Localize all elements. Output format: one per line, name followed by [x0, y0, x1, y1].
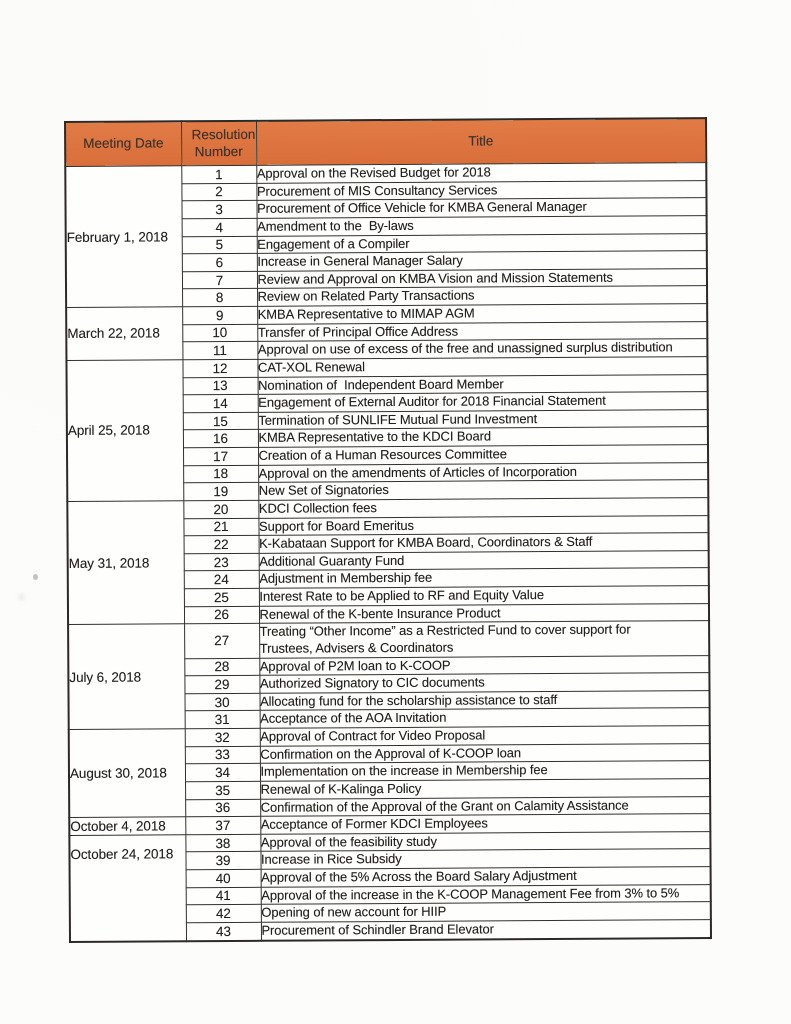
- resolution-number-cell: 29: [184, 675, 259, 693]
- resolutions-table: [64, 117, 712, 942]
- resolution-title-cell: Engagement of a Compiler: [257, 233, 707, 253]
- resolution-number-cell: 33: [185, 746, 260, 764]
- resolution-number-cell: 3: [181, 201, 256, 219]
- resolution-title-cell: Acceptance of the AOA Invitation: [260, 708, 710, 728]
- resolution-title-cell: Acceptance of Former KDCI Employees: [260, 814, 710, 834]
- resolution-title-cell: Implementation on the increase in Membership fee: [260, 761, 710, 781]
- resolution-number-cell: 24: [184, 571, 259, 589]
- table-header-row: [65, 118, 706, 166]
- resolution-title-cell: Procurement of MIS Consultancy Services: [256, 180, 706, 200]
- resolution-number-cell: 36: [185, 799, 260, 817]
- resolution-number-cell: 27: [184, 624, 259, 659]
- column-header-resolution-number: Resolution Number: [181, 121, 256, 166]
- resolution-title-cell: KDCI Collection fees: [258, 497, 708, 517]
- resolution-number-cell: 25: [184, 588, 259, 606]
- resolution-number-cell: 9: [182, 306, 257, 324]
- resolution-title-cell: K-Kabataan Support for KMBA Board, Coordinators & Staff: [259, 533, 709, 553]
- resolution-title-cell: Increase in General Manager Salary: [257, 251, 707, 271]
- resolution-title-cell: KMBA Representative to MIMAP AGM: [257, 304, 707, 324]
- resolution-number-cell: 32: [185, 728, 260, 746]
- resolution-number-cell: 10: [182, 324, 257, 342]
- resolution-title-cell: Allocating fund for the scholarship assistance to staff: [259, 690, 709, 710]
- resolution-title-cell: Nomination of Independent Board Member: [258, 374, 708, 394]
- resolution-title-cell: Review on Related Party Transactions: [257, 286, 707, 306]
- resolution-number-cell: 1: [181, 165, 256, 183]
- resolution-number-cell: 37: [185, 816, 260, 834]
- meeting-date-cell: July 6, 2018: [68, 624, 185, 729]
- scan-smudge-artifact: [33, 574, 38, 580]
- resolution-title-cell: Approval of P2M loan to K-COOP: [259, 655, 709, 675]
- resolution-number-cell: 17: [183, 447, 258, 465]
- resolution-title-cell: Increase in Rice Subsidy: [260, 849, 710, 869]
- resolution-title-cell: New Set of Signatories: [258, 480, 708, 500]
- resolution-number-cell: 34: [185, 764, 260, 782]
- resolution-number-cell: 20: [183, 500, 258, 518]
- resolution-title-cell: Opening of new account for HIIP: [261, 902, 711, 922]
- resolution-title-cell: Approval of the increase in the K-COOP Management Fee from 3% to 5%: [261, 884, 711, 904]
- resolution-number-cell: 21: [183, 518, 258, 536]
- resolution-title-cell: Review and Approval on KMBA Vision and Mission Statements: [257, 268, 707, 288]
- resolution-number-cell: 38: [185, 834, 260, 852]
- resolution-number-cell: 22: [184, 535, 259, 553]
- resolution-number-cell: 28: [184, 658, 259, 676]
- resolution-title-cell: Approval of the 5% Across the Board Salary Adjustment: [261, 867, 711, 887]
- resolution-number-cell: 8: [182, 289, 257, 307]
- resolution-title-cell: Additional Guaranty Fund: [259, 550, 709, 570]
- resolution-title-cell: Confirmation on the Approval of K-COOP loan: [260, 743, 710, 763]
- meeting-date-cell: October 24, 2018: [69, 835, 186, 942]
- resolution-title-cell: Procurement of Office Vehicle for KMBA General Manager: [256, 198, 706, 218]
- resolutions-table-container: [64, 117, 710, 942]
- resolution-title-cell: Creation of a Human Resources Committee: [258, 445, 708, 465]
- resolution-title-cell: KMBA Representative to the KDCI Board: [258, 427, 708, 447]
- resolution-number-cell: 16: [183, 430, 258, 448]
- resolution-number-cell: 6: [182, 253, 257, 271]
- resolution-number-cell: 40: [186, 869, 261, 887]
- resolution-title-cell: Confirmation of the Approval of the Grant on Calamity Assistance: [260, 796, 710, 816]
- resolution-title-cell: Support for Board Emeritus: [258, 515, 708, 535]
- resolution-number-cell: 5: [182, 236, 257, 254]
- resolution-title-cell: Approval on the amendments of Articles of Incorporation: [258, 462, 708, 482]
- resolution-number-cell: 12: [182, 359, 257, 377]
- resolution-title-cell: CAT-XOL Renewal: [257, 356, 707, 376]
- resolution-number-cell: 2: [181, 183, 256, 201]
- resolution-number-cell: 41: [186, 887, 261, 905]
- meeting-date-cell: April 25, 2018: [66, 360, 183, 502]
- resolution-title-cell: Treating “Other Income” as a Restricted Fund to cover support for Trustees, Advisers & Coordinators: [259, 621, 709, 658]
- resolution-title-cell: Termination of SUNLIFE Mutual Fund Investment: [258, 409, 708, 429]
- resolution-number-cell: 42: [186, 905, 261, 923]
- resolution-title-cell: Amendment to the By-laws: [257, 215, 707, 235]
- resolution-number-cell: 11: [182, 342, 257, 360]
- resolution-title-cell: Approval of Contract for Video Proposal: [260, 726, 710, 746]
- resolution-number-cell: 43: [186, 922, 261, 941]
- resolution-number-cell: 13: [183, 377, 258, 395]
- meeting-date-cell: March 22, 2018: [66, 307, 182, 361]
- resolution-title-cell: Authorized Signatory to CIC documents: [259, 673, 709, 693]
- resolution-title-cell: Renewal of K-Kalinga Policy: [260, 778, 710, 798]
- resolution-title-cell: Approval of the feasibility study: [260, 831, 710, 851]
- meeting-date-cell: May 31, 2018: [67, 501, 184, 625]
- resolution-title-cell: Engagement of External Auditor for 2018 Financial Statement: [258, 392, 708, 412]
- resolution-title-cell: Transfer of Principal Office Address: [257, 321, 707, 341]
- resolution-number-cell: 15: [183, 412, 258, 430]
- resolution-number-cell: 31: [185, 711, 260, 729]
- resolution-title-cell: Adjustment in Membership fee: [259, 568, 709, 588]
- resolution-number-cell: 35: [185, 781, 260, 799]
- column-header-meeting-date: Meeting Date: [65, 121, 181, 166]
- resolution-title-cell: Approval on use of excess of the free and unassigned surplus distribution: [257, 339, 707, 359]
- resolution-title-cell: Approval on the Revised Budget for 2018: [256, 163, 706, 183]
- resolution-number-cell: 7: [182, 271, 257, 289]
- resolution-number-cell: 30: [184, 693, 259, 711]
- resolution-title-cell: Interest Rate to be Applied to RF and Equity Value: [259, 586, 709, 606]
- resolution-number-cell: 4: [182, 218, 257, 236]
- resolution-number-cell: 26: [184, 606, 259, 624]
- resolution-number-cell: 19: [183, 483, 258, 501]
- meeting-date-cell: February 1, 2018: [65, 166, 182, 308]
- resolution-number-cell: 14: [183, 394, 258, 412]
- table-row: [68, 621, 709, 659]
- resolution-title-cell: Renewal of the K-bente Insurance Product: [259, 603, 709, 623]
- resolution-title-cell: Procurement of Schindler Brand Elevator: [261, 919, 711, 940]
- resolution-number-cell: 23: [184, 553, 259, 571]
- meeting-date-cell: August 30, 2018: [69, 729, 186, 818]
- resolution-number-cell: 18: [183, 465, 258, 483]
- meeting-date-cell: October 4, 2018: [69, 817, 185, 835]
- resolution-number-cell: 39: [185, 852, 260, 870]
- column-header-title: Title: [256, 118, 706, 165]
